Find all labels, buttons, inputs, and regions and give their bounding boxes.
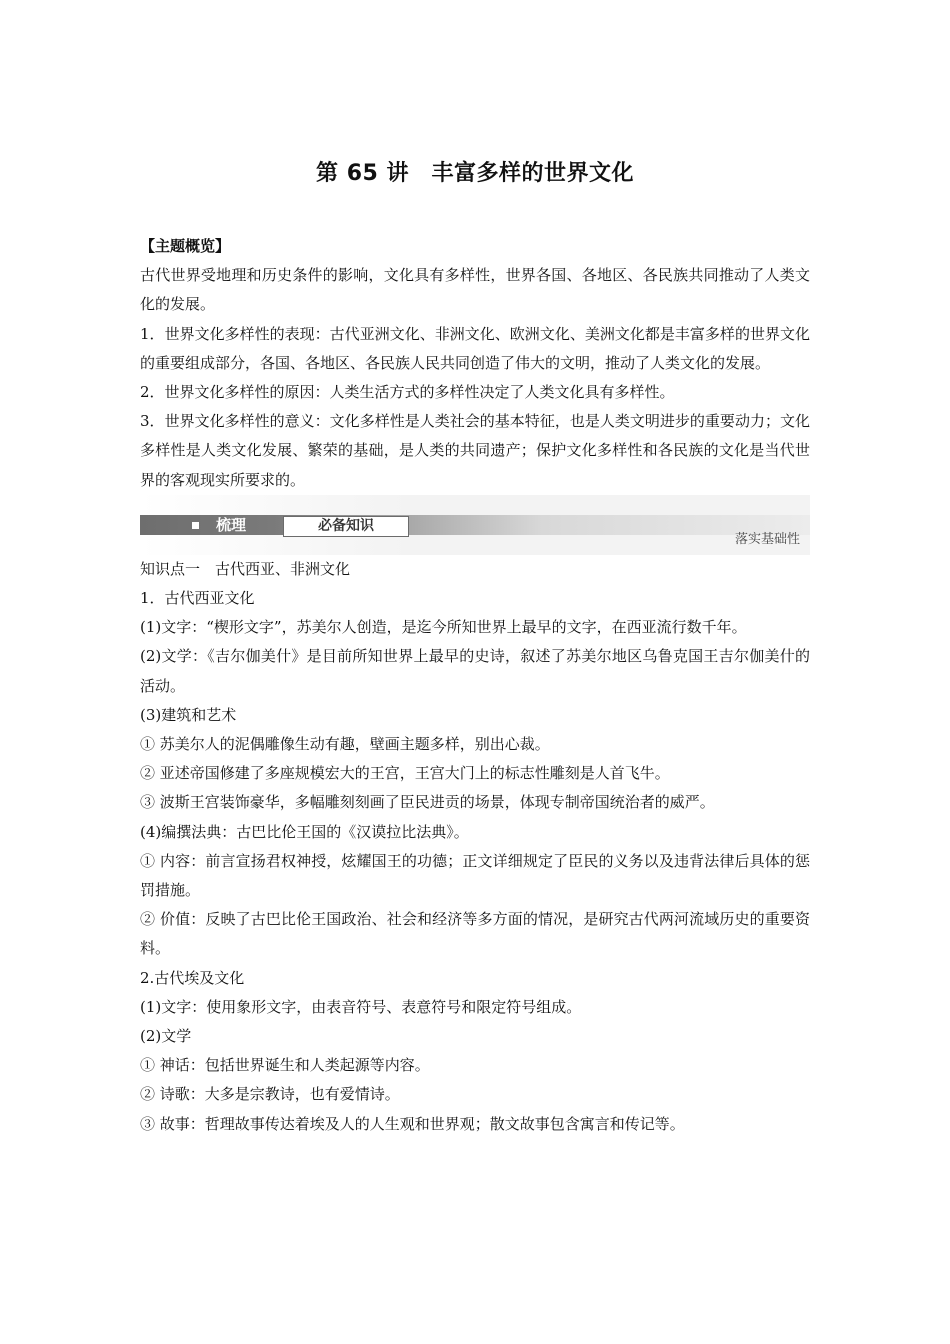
knowledge-line: (2)文学：《吉尔伽美什》是目前所知世界上最早的史诗，叙述了苏美尔地区乌鲁克国王吉尔伽美什的活动。 <box>140 647 810 695</box>
knowledge-line: ① 内容：前言宣扬君权神授，炫耀国王的功德；正文详细规定了臣民的义务以及违背法律后具体的惩罚措施。 <box>140 851 810 900</box>
overview-paragraph: 2．世界文化多样性的原因：人类生活方式的多样性决定了人类文化具有多样性。 <box>140 383 675 402</box>
knowledge-line: 1．古代西亚文化 <box>140 589 255 608</box>
knowledge-line: (1)文字：“楔形文字”，苏美尔人创造，是迄今所知世界上最早的文字，在西亚流行数千年。 <box>140 618 747 637</box>
section-banner <box>140 495 810 555</box>
knowledge-line: (4)编撰法典：古巴比伦王国的《汉谟拉比法典》。 <box>140 822 469 841</box>
knowledge-line: ③ 波斯王宫装饰豪华，多幅雕刻刻画了臣民进贡的场景，体现专制帝国统治者的威严。 <box>140 793 715 812</box>
knowledge-line: (3)建筑和艺术 <box>140 705 237 724</box>
knowledge-line: ② 价值：反映了古巴比伦王国政治、社会和经济等多方面的情况，是研究古代两河流域历史的重要资料。 <box>140 910 810 958</box>
overview-heading: 【主题概览】 <box>140 237 231 255</box>
knowledge-line: (2)文学 <box>140 1027 192 1046</box>
overview-paragraph: 1．世界文化多样性的表现：古代亚洲文化、非洲文化、欧洲文化、美洲文化都是丰富多样的世界文化的重要组成部分，各国、各地区、各民族人民共同创造了伟大的文明，推动了人类文化的发展。 <box>140 324 810 372</box>
square-bullet-icon <box>192 522 199 529</box>
knowledge-line: ① 神话：包括世界诞生和人类起源等内容。 <box>140 1056 430 1075</box>
overview-paragraph: 古代世界受地理和历史条件的影响，文化具有多样性，世界各国、各地区、各民族共同推动了人类文化的发展。 <box>140 266 810 314</box>
banner-tag: 梳理 <box>216 515 247 534</box>
content-body <box>140 232 810 1139</box>
knowledge-line: ② 诗歌：大多是宗教诗，也有爱情诗。 <box>140 1085 400 1104</box>
banner-box-label: 必备知识 <box>283 516 409 537</box>
knowledge-line: 2.古代埃及文化 <box>140 968 245 987</box>
knowledge-line: ① 苏美尔人的泥偶雕像生动有趣，壁画主题多样，别出心裁。 <box>140 735 550 754</box>
banner-right-label: 落实基础性 <box>734 531 800 547</box>
knowledge-heading: 知识点一 古代西亚、非洲文化 <box>140 559 351 578</box>
overview-paragraph: 3．世界文化多样性的意义：文化多样性是人类社会的基本特征，也是人类文明进步的重要动力；文化多样性是人类文化发展、繁荣的基础，是人类的共同遗产；保护文化多样性和各民族的文化是当代世界的客观现实所要求的。 <box>140 412 810 489</box>
knowledge-line: (1)文字：使用象形文字，由表音符号、表意符号和限定符号组成。 <box>140 997 582 1016</box>
knowledge-line: ② 亚述帝国修建了多座规模宏大的王宫，王宫大门上的标志性雕刻是人首飞牛。 <box>140 764 670 783</box>
knowledge-line: ③ 故事：哲理故事传达着埃及人的人生观和世界观；散文故事包含寓言和传记等。 <box>140 1114 685 1133</box>
lesson-title: 第 65 讲 丰富多样的世界文化 <box>316 161 634 186</box>
